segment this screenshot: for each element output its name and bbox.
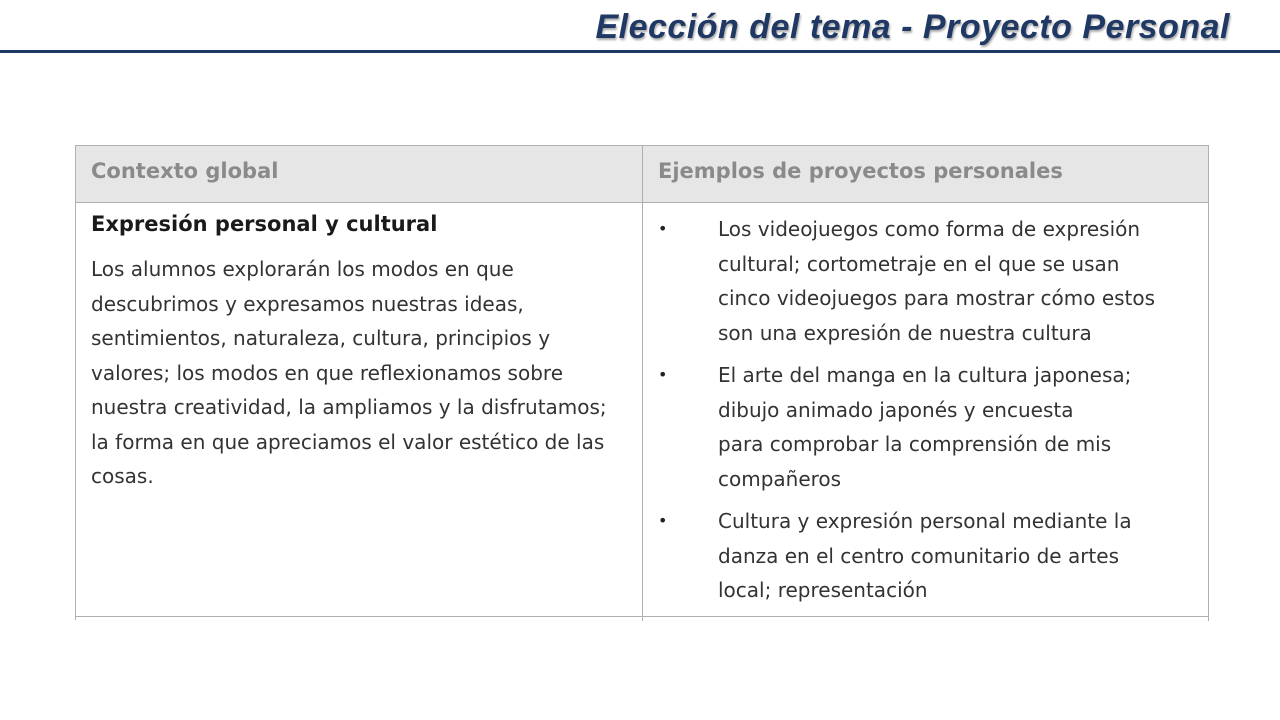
example-line: cultural; cortometraje en el que se usan bbox=[718, 251, 1120, 276]
bullet-icon: • bbox=[658, 365, 668, 384]
context-line: valores; los modos en que reflexionamos sobre bbox=[91, 360, 563, 385]
projects-table bbox=[75, 145, 1209, 620]
context-line: Los alumnos explorarán los modos en que bbox=[91, 257, 514, 281]
context-description bbox=[91, 252, 631, 494]
example-line: local; representación bbox=[718, 578, 928, 602]
example-item bbox=[658, 212, 1198, 350]
project-examples-cell bbox=[658, 212, 1198, 616]
column-divider bbox=[642, 146, 643, 621]
example-item bbox=[658, 358, 1198, 496]
example-line: compañeros bbox=[718, 466, 842, 491]
example-line: danza en el centro comunitario de artes bbox=[718, 543, 1119, 568]
context-line: cosas. bbox=[91, 464, 154, 488]
bullet-icon: • bbox=[658, 219, 668, 238]
example-item bbox=[658, 504, 1198, 608]
example-line: son una expresión de nuestra cultura bbox=[718, 320, 1092, 345]
slide-title: Elección del tema - Proyecto Personal bbox=[595, 8, 1230, 46]
example-line: El arte del manga en la cultura japonesa; bbox=[718, 363, 1132, 387]
context-heading: Expresión personal y cultural bbox=[91, 212, 438, 236]
title-underline bbox=[0, 50, 1280, 53]
global-context-cell bbox=[91, 212, 631, 494]
header-project-examples: Ejemplos de proyectos personales bbox=[658, 159, 1063, 183]
bullet-icon: • bbox=[658, 511, 668, 530]
table-right-border bbox=[1208, 146, 1209, 621]
context-line: la forma en que apreciamos el valor estético de las bbox=[91, 429, 605, 454]
example-line: Los videojuegos como forma de expresión bbox=[718, 217, 1141, 241]
example-line: para comprobar la comprensión de mis bbox=[718, 432, 1112, 456]
table-bottom-border bbox=[76, 616, 1209, 617]
header-global-context: Contexto global bbox=[91, 159, 279, 183]
context-line: sentimientos, naturaleza, cultura, principios y bbox=[91, 326, 551, 350]
example-line: Cultura y expresión personal mediante la bbox=[718, 509, 1132, 533]
example-line: cinco videojuegos para mostrar cómo estos bbox=[718, 286, 1156, 310]
context-line: descubrimos y expresamos nuestras ideas, bbox=[91, 291, 524, 316]
context-line: nuestra creatividad, la ampliamos y la disfrutamos; bbox=[91, 395, 607, 419]
example-line: dibujo animado japonés y encuesta bbox=[718, 397, 1074, 422]
